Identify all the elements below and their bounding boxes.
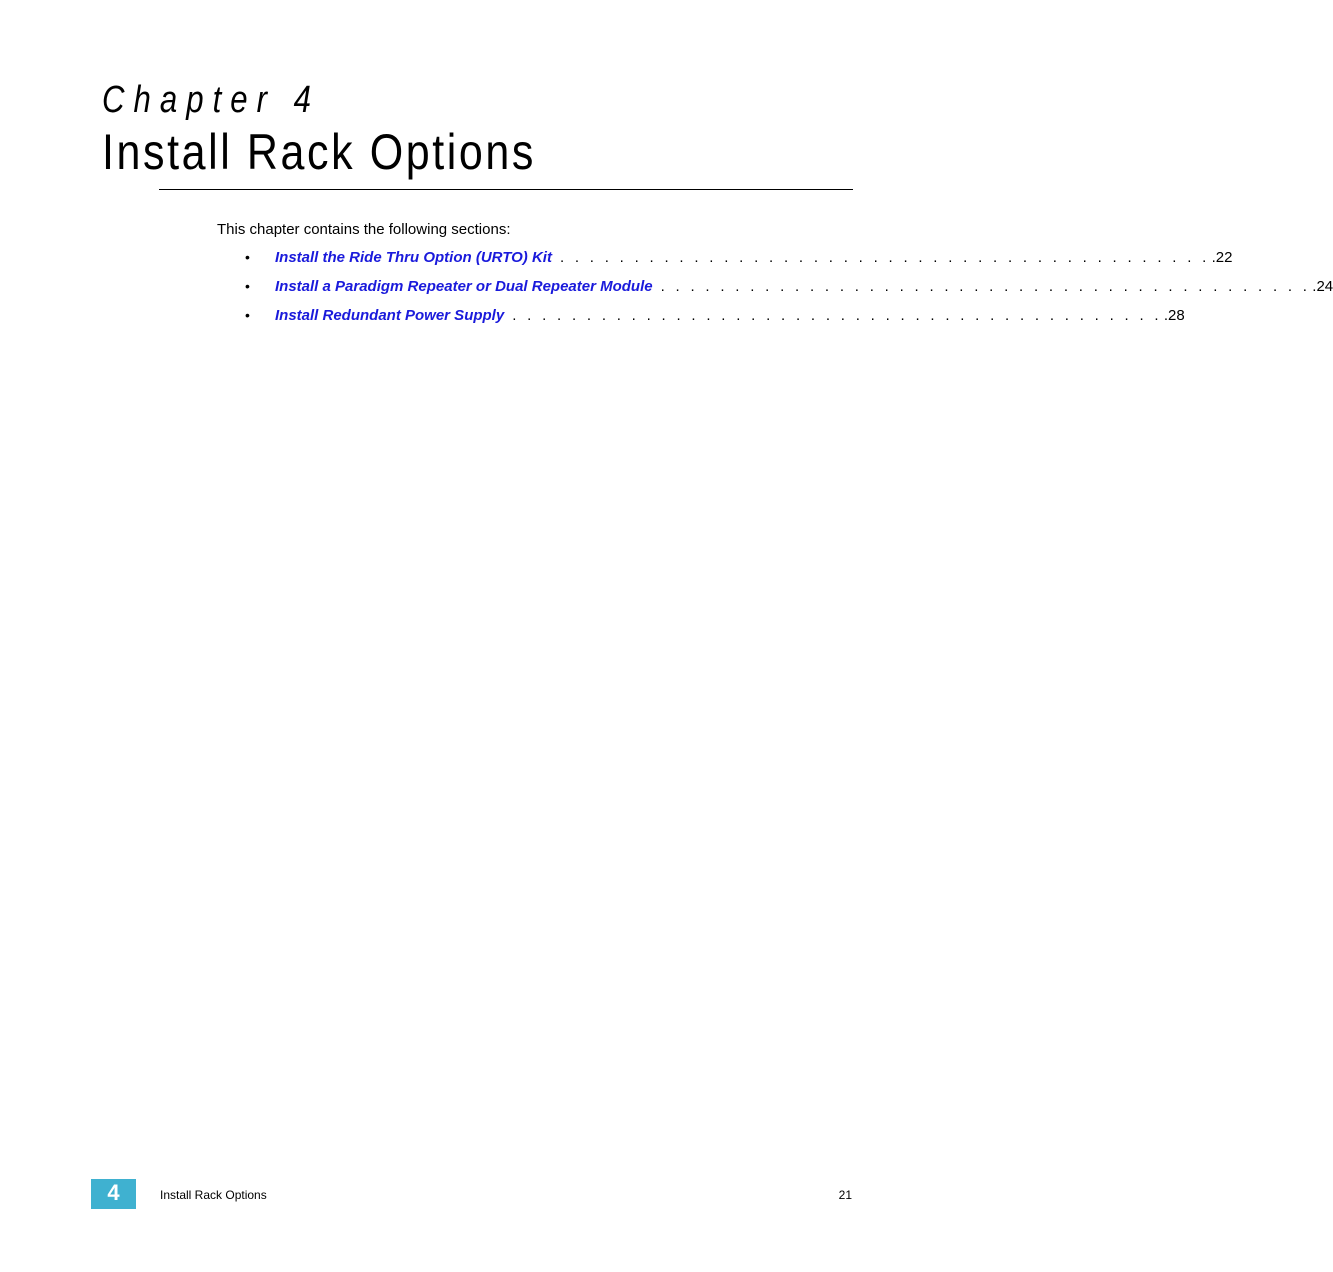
title-divider	[159, 189, 853, 190]
chapter-tab: 4	[91, 1179, 136, 1209]
intro-text: This chapter contains the following sections:	[217, 221, 511, 238]
chapter-label: Chapter 4	[102, 79, 321, 121]
list-item	[245, 248, 1233, 277]
dot-leader: . . . . . . . . . . . . . . . . . . . . . . . . . . . . . . . . . . . . . . . . . . . .	[660, 278, 1311, 295]
footer-chapter-title: Install Rack Options	[160, 1188, 267, 1202]
section-list	[245, 248, 1333, 335]
bullet: •	[245, 249, 250, 265]
toc-page-number: .22	[1211, 249, 1233, 266]
toc-page-number: .24	[1312, 278, 1333, 295]
bullet: •	[245, 278, 250, 294]
toc-link-redundant-power-supply[interactable]: Install Redundant Power Supply	[275, 307, 505, 324]
dot-leader: . . . . . . . . . . . . . . . . . . . . . . . . . . . . . . . . . . . . . . . . . . . .	[559, 249, 1210, 266]
list-item	[245, 277, 1333, 306]
footer-page-number: 21	[838, 1188, 852, 1202]
bullet: •	[245, 307, 250, 323]
chapter-title: Install Rack Options	[102, 124, 536, 180]
dot-leader: . . . . . . . . . . . . . . . . . . . . . . . . . . . . . . . . . . . . . . . . . . . .	[512, 307, 1162, 324]
toc-link-urto-kit[interactable]: Install the Ride Thru Option (URTO) Kit	[275, 249, 552, 266]
list-item	[245, 306, 1185, 335]
toc-link-repeater-module[interactable]: Install a Paradigm Repeater or Dual Repeater Module	[275, 278, 653, 295]
toc-page-number: .28	[1163, 307, 1185, 324]
